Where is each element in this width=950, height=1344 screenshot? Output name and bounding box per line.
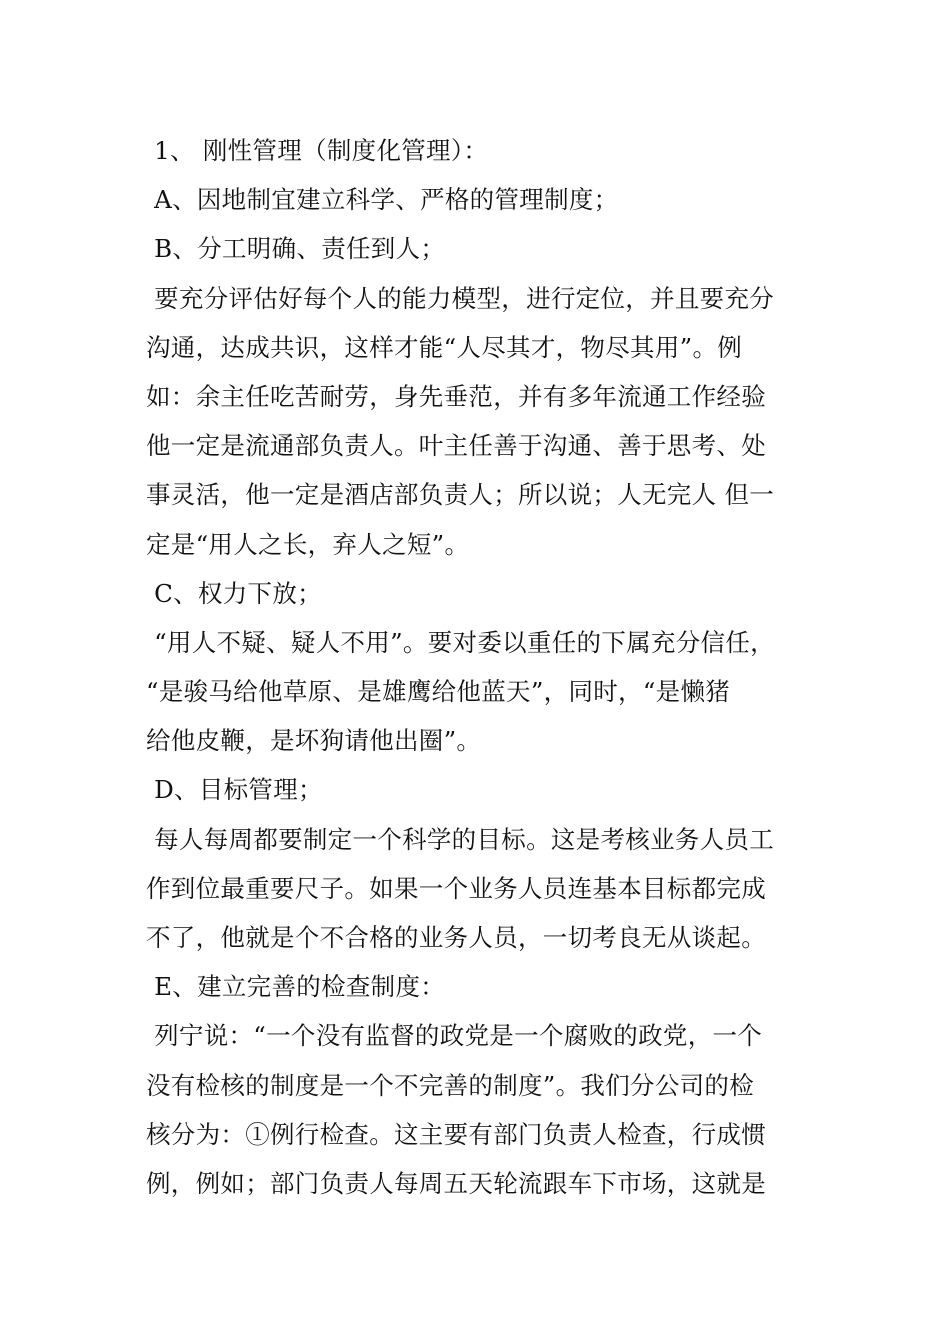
paragraph-line: 每人每周都要制定一个科学的目标。这是考核业务人员工 xyxy=(146,824,775,854)
paragraph-line: 核分为：①例行检查。这主要有部门负责人检查，行成惯 xyxy=(146,1119,766,1149)
paragraph-line: 作到位最重要尺子。如果一个业务人员连基本目标都完成 xyxy=(146,873,766,903)
paragraph-line: 没有检核的制度是一个不完善的制度”。我们分公司的检 xyxy=(146,1070,755,1100)
item-c-heading: C、权力下放； xyxy=(146,578,322,608)
paragraph-line: 定是“用人之长，弃人之短”。 xyxy=(146,529,470,559)
paragraph-line: 给他皮鞭，是坏狗请他出圈”。 xyxy=(146,726,482,756)
paragraph-line: 沟通，达成共识，这样才能“人尽其才，物尽其用”。例 xyxy=(146,332,743,362)
paragraph-line: 他一定是流通部负责人。叶主任善于沟通、善于思考、处 xyxy=(146,431,766,461)
paragraph-line: “是骏马给他草原、是雄鹰给他蓝天”，同时，“是懒猪 xyxy=(146,677,731,707)
item-d-heading: D、目标管理； xyxy=(146,775,323,805)
paragraph-line: 例，例如；部门负责人每周五天轮流跟车下市场，这就是 xyxy=(146,1168,766,1198)
paragraph-line: 列宁说：“一个没有监督的政党是一个腐败的政党，一个 xyxy=(146,1021,763,1051)
heading-rigid-management: 1、 刚性管理（制度化管理）： xyxy=(146,136,489,165)
item-a-heading: A、因地制宜建立科学、严格的管理制度； xyxy=(146,185,619,215)
paragraph-line: 要充分评估好每个人的能力模型，进行定位，并且要充分 xyxy=(146,283,775,313)
paragraph-line: 不了，他就是个不合格的业务人员，一切考良无从谈起。 xyxy=(146,923,766,952)
paragraph-line: 如：余主任吃苦耐劳，身先垂范，并有多年流通工作经验 xyxy=(146,381,766,411)
item-e-heading: E、建立完善的检查制度： xyxy=(146,972,446,1002)
document-body xyxy=(146,126,816,1208)
paragraph-line: 事灵活，他一定是酒店部负责人；所以说；人无完人 但一 xyxy=(146,480,775,510)
paragraph-line: “用人不疑、疑人不用”。要对委以重任的下属充分信任， xyxy=(146,627,775,657)
item-b-heading: B、分工明确、责任到人； xyxy=(146,234,446,264)
